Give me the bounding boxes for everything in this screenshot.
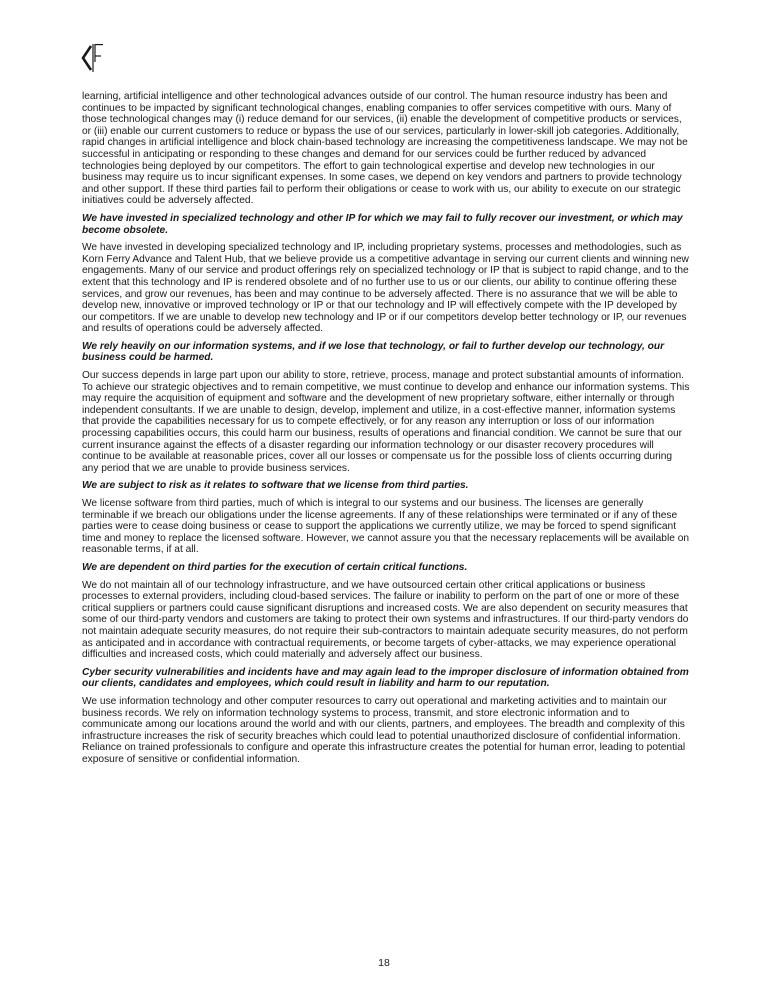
body-paragraph: We have invested in developing specialized technology and IP, including proprietary systems, processes and methodologies, such as Korn Ferry Advance and Talent Hub, that we believe provide us a competitive advantage in serving our current clients and winning new engagements. Many of our service and product offerings rely on specialized technology or IP that is subject to rapid change, and to the extent that this technology and IP is rendered obsolete and of no further use to us or our clients, our ability to continue offering these services, and grow our revenues, has been and may continue to be adversely affected. There is no assurance that we will be able to develop new, innovative or improved technology or IP or that our technology and IP will effectively compete with the IP developed by our competitors. If we are unable to develop new technology and IP or if our competitors develop better technology or IP, our revenues and results of operations could be adversely affected.	[82, 242, 689, 335]
section-heading: We have invested in specialized technology and other IP for which we may fail to fully recover our investment, or which may become obsolete.	[82, 212, 683, 236]
section-heading: We are dependent on third parties for the execution of certain critical functions.	[82, 561, 468, 573]
document-body	[82, 91, 690, 771]
body-paragraph: We do not maintain all of our technology infrastructure, and we have outsourced certain other critical applications or business processes to external providers, including cloud-based services. The failure or inability to perform on the part of one or more of these critical suppliers or partners could cause significant disruptions and increased costs. We are also dependent on security measures that some of our third-party vendors and customers are taking to protect their own systems and infrastructures. If our third-party vendors do not maintain adequate security measures, do not require their sub-contractors to maintain adequate security measures, do not perform as anticipated and in accordance with contractual requirements, or become targets of cyber-attacks, we may experience operational difficulties and increased costs, which could materially and adversely affect our business.	[82, 579, 689, 661]
page-number: 18	[378, 957, 390, 969]
section-heading: We are subject to risk as it relates to software that we license from third parties.	[82, 480, 469, 492]
kf-logo-icon	[81, 40, 105, 76]
section-heading: Cyber security vulnerabilities and incidents have and may again lead to the improper disclosure of information obtained from our clients, candidates and employees, which could result in liability and harm to our reputation.	[82, 666, 689, 690]
body-paragraph: We use information technology and other computer resources to carry out operational and marketing activities and to maintain our business records. We rely on information technology systems to process, transmit, and store electronic information and to communicate among our locations around the world and with our clients, partners, and employees. The breadth and complexity of this infrastructure increases the risk of security breaches which could lead to potential unauthorized disclosure of confidential information. Reliance on trained professionals to configure and operate this infrastructure creates the potential for human error, leading to potential exposure of sensitive or confidential information.	[82, 695, 686, 765]
body-paragraph: Our success depends in large part upon our ability to store, retrieve, process, manage and protect substantial amounts of information. To achieve our strategic objectives and to remain competitive, we must continue to develop and enhance our information systems. This may require the acquisition of equipment and software and the development of new proprietary software, either internally or through independent consultants. If we are unable to design, develop, implement and utilize, in a cost-effective manner, information systems that provide the capabilities necessary for us to compete effectively, or for any reason any interruption or loss of our information processing capabilities occurs, this could harm our business, results of operations and financial condition. We cannot be sure that our current insurance against the effects of a disaster regarding our information technology or our disaster recovery procedures will continue to be available at reasonable prices, cover all our losses or compensate us for the possible loss of clients occurring during any period that we are unable to provide business services.	[82, 370, 690, 474]
body-paragraph: We license software from third parties, much of which is integral to our systems and our business. The licenses are generally terminable if we breach our obligations under the license agreements. If any of these relationships were terminated or if any of these parties were to cease doing business or cease to support the applications we currently utilize, we may be forced to spend significant time and money to replace the licensed software. However, we cannot assure you that the necessary replacements will be available on reasonable terms, if at all.	[82, 498, 690, 556]
section-heading: We rely heavily on our information systems, and if we lose that technology, or fail to further develop our technology, our business could be harmed.	[82, 340, 665, 364]
body-paragraph: learning, artificial intelligence and other technological advances outside of our control. The human resource industry has been and continues to be impacted by significant technological changes, enabling companies to offer services competitive with ours. Many of those technological changes may (i) reduce demand for our services, (ii) enable the development of competitive products or services, or (iii) enable our current customers to reduce or bypass the use of our services, particularly in lower-skill job categories. Additionally, rapid changes in artificial intelligence and block chain-based technology are increasing the competitiveness landscape. We may not be successful in anticipating or responding to these changes and demand for our services could be further reduced by advanced technologies being deployed by our competitors. The effort to gain technological expertise and develop new technologies in our business may require us to incur significant expenses. In some cases, we depend on key vendors and partners to provide technology and other support. If these third parties fail to perform their obligations or cease to work with us, our ability to execute on our strategic initiatives could be adversely affected.	[82, 91, 688, 207]
